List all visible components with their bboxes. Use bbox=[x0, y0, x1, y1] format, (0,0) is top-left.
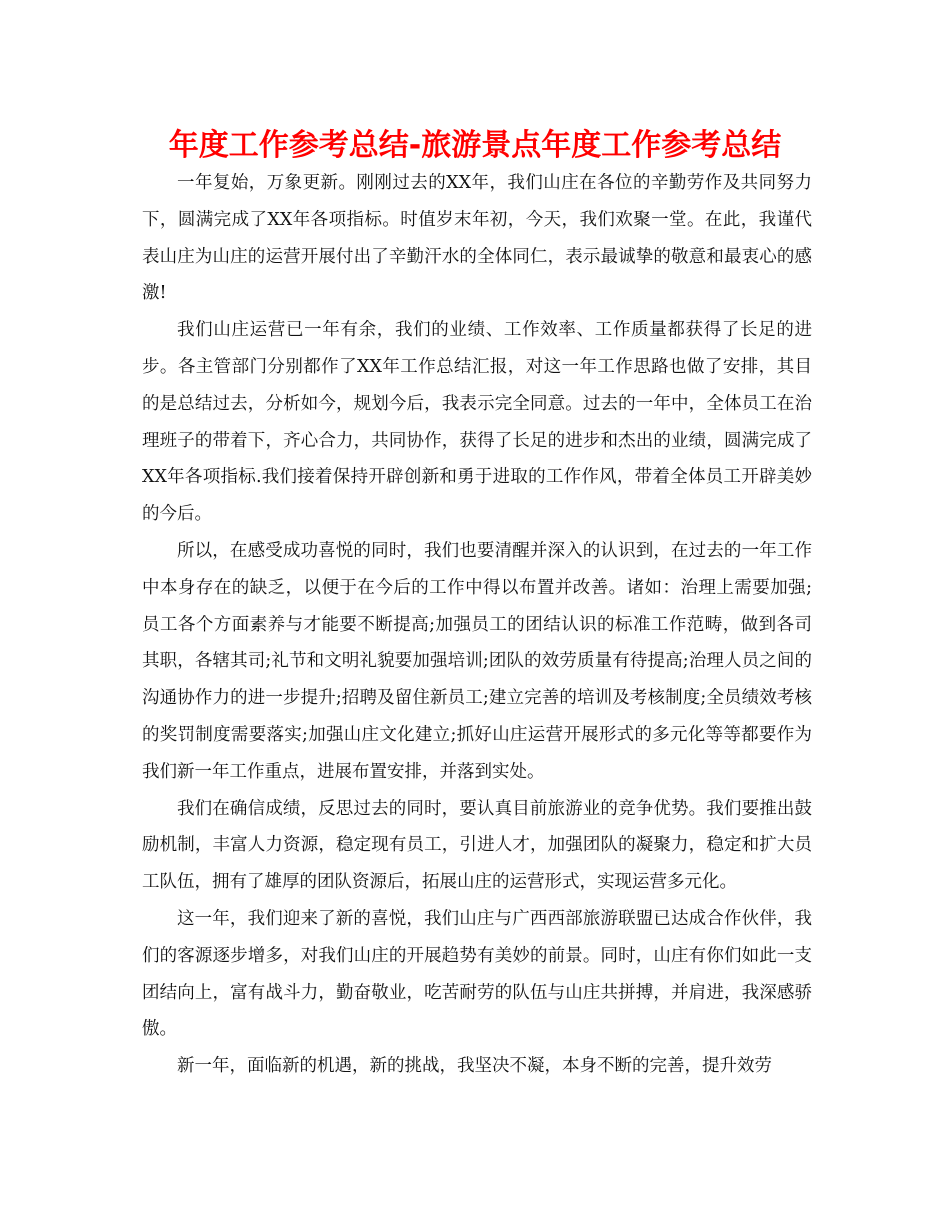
paragraph-5: 这一年，我们迎来了新的喜悦，我们山庄与广西西部旅游联盟已达成合作伙伴，我们的客源逐步增多，对我们山庄的开展趋势有美妙的前景。同时，山庄有你们如此一支团结向上，富有战斗力，勤奋敬业，吃苦耐劳的队伍与山庄共拼搏，并肩进，我深感骄傲。 bbox=[142, 908, 812, 1040]
document-body bbox=[142, 165, 812, 1085]
paragraph-1: 一年复始，万象更新。刚刚过去的XX年，我们山庄在各位的辛勤劳作及共同努力下，圆满完成了XX年各项指标。时值岁末年初，今天，我们欢聚一堂。在此，我谨代表山庄为山庄的运营开展付出了辛勤汗水的全体同仁，表示最诚挚的敬意和最衷心的感激! bbox=[142, 173, 812, 304]
paragraph-2: 我们山庄运营已一年有余，我们的业绩、工作效率、工作质量都获得了长足的进步。各主管部门分别都作了XX年工作总结汇报，对这一年工作思路也做了安排，其目的是总结过去，分析如今，规划今后，我表示完全同意。过去的一年中，全体员工在治理班子的带着下，齐心合力，共同协作，获得了长足的进步和杰出的业绩，圆满完成了XX年各项指标.我们接着保持开辟创新和勇于进取的工作作风，带着全体员工开辟美妙的今后。 bbox=[142, 320, 812, 525]
paragraph-3: 所以，在感受成功喜悦的同时，我们也要清醒并深入的认识到，在过去的一年工作中本身存在的缺乏，以便于在今后的工作中得以布置并改善。诸如：治理上需要加强;员工各个方面素养与才能要不断提高;加强员工的团结认识的标准工作范畴，做到各司其职，各辖其司;礼节和文明礼貌要加强培训;团队的效劳质量有待提高;治理人员之间的沟通协作力的进一步提升;招聘及留住新员工;建立完善的培训及考核制度;全员绩效考核的奖罚制度需要落实;加强山庄文化建立;抓好山庄运营开展形式的多元化等等都要作为我们新一年工作重点，进展布置安排，并落到实处。 bbox=[142, 540, 812, 782]
document-title: 年度工作参考总结-旅游景点年度工作参考总结 bbox=[168, 128, 782, 163]
paragraph-6: 新一年，面临新的机遇，新的挑战，我坚决不凝，本身不断的完善，提升效劳 bbox=[177, 1056, 772, 1077]
paragraph-4: 我们在确信成绩，反思过去的同时，要认真目前旅游业的竞争优势。我们要推出鼓励机制，丰富人力资源，稳定现有员工，引进人才，加强团队的凝聚力，稳定和扩大员工队伍，拥有了雄厚的团队资源后，拓展山庄的运营形式，实现运营多元化。 bbox=[142, 798, 812, 893]
